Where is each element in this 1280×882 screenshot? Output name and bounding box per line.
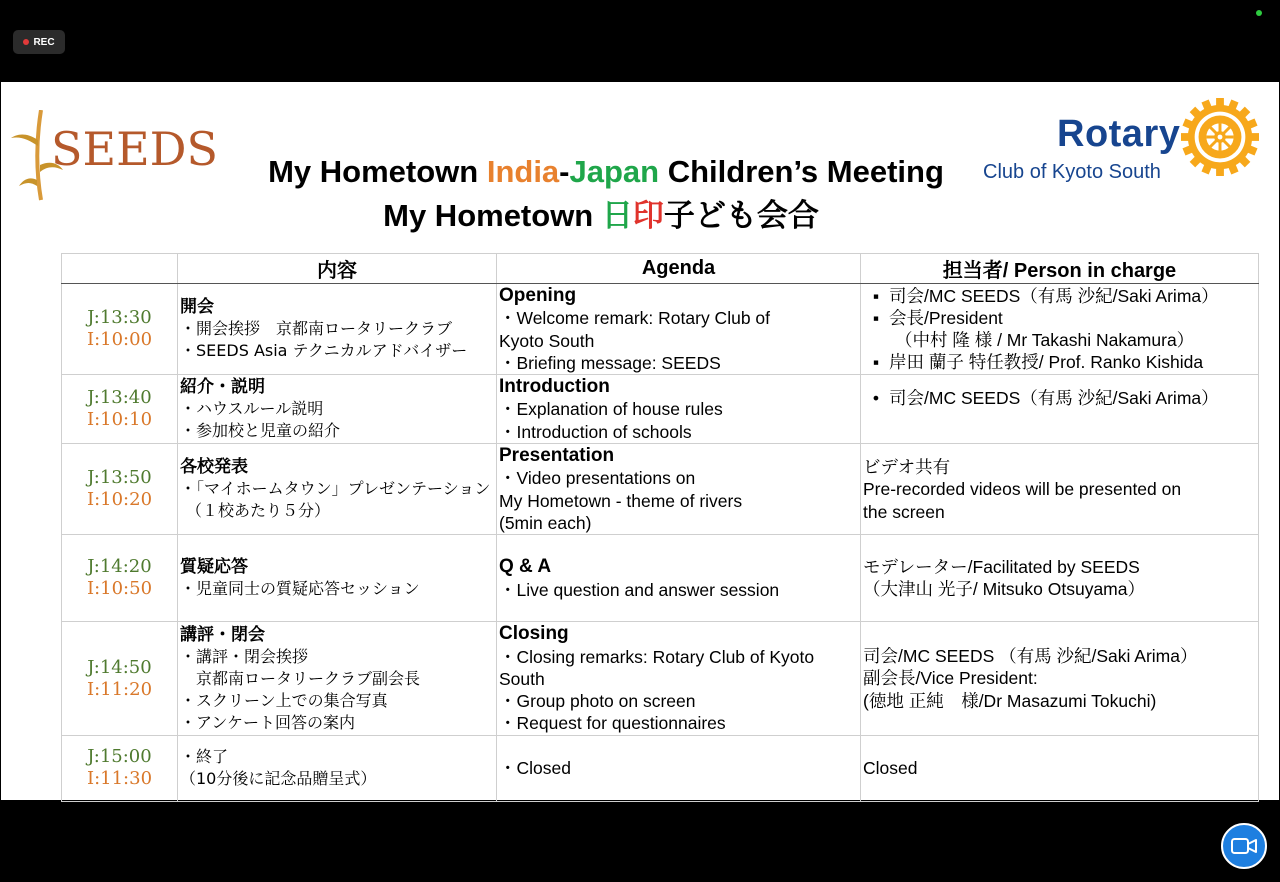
slide-subtitle: My Hometown 日印子ども会合 bbox=[383, 198, 819, 233]
person-cell: ▪ 司会/MC SEEDS（有馬 沙紀/Saki Arima） ▪ 会長/President （中村 隆 様 / Mr Takashi Nakamura） ▪ 岸田 蘭子 特任教授/ Prof. Ranko Kishida bbox=[861, 284, 1259, 375]
table-row bbox=[62, 444, 1259, 535]
agenda-cell: Presentation ・Video presentations on My Hometown - theme of rivers (5min each) bbox=[497, 444, 861, 535]
time-cell: J:13:50 I:10:20 bbox=[62, 444, 178, 535]
table-row bbox=[62, 284, 1259, 375]
header-content: 内容 bbox=[178, 254, 497, 284]
seeds-logo-text: SEEDS bbox=[51, 122, 219, 176]
person-cell: モデレーター/Facilitated by SEEDS （大津山 光子/ Mitsuko Otsuyama） bbox=[861, 535, 1259, 622]
header-agenda: Agenda bbox=[497, 254, 861, 284]
content-cell: 紹介・説明 ・ハウスルール説明 ・参加校と児童の紹介 bbox=[178, 375, 497, 444]
table-header-row bbox=[62, 254, 1259, 284]
agenda-table bbox=[61, 253, 1259, 802]
header-person: 担当者/ Person in charge bbox=[861, 254, 1259, 284]
table-row bbox=[62, 735, 1259, 801]
content-cell: 質疑応答 ・児童同士の質疑応答セッション bbox=[178, 535, 497, 622]
rotary-logo-name: Rotary bbox=[1057, 113, 1181, 155]
record-dot-icon bbox=[23, 39, 29, 45]
video-camera-button[interactable] bbox=[1221, 823, 1267, 869]
time-cell: J:15:00 I:11:30 bbox=[62, 735, 178, 801]
agenda-cell: Q & A ・Live question and answer session bbox=[497, 535, 861, 622]
status-dot-icon bbox=[1256, 10, 1262, 16]
agenda-cell: Introduction ・Explanation of house rules ・Introduction of schools bbox=[497, 375, 861, 444]
recording-indicator bbox=[13, 30, 65, 54]
time-cell: J:14:50 I:11:20 bbox=[62, 622, 178, 735]
agenda-cell: Opening ・Welcome remark: Rotary Club of Kyoto South ・Briefing message: SEEDS bbox=[497, 284, 861, 375]
time-cell: J:14:20 I:10:50 bbox=[62, 535, 178, 622]
rotary-logo-subtitle: Club of Kyoto South bbox=[983, 161, 1161, 183]
table-row bbox=[62, 375, 1259, 444]
table-row bbox=[62, 622, 1259, 735]
recording-label: REC bbox=[33, 36, 55, 48]
shared-slide bbox=[1, 82, 1279, 800]
slide-title: My Hometown India-Japan Children’s Meeting bbox=[268, 154, 944, 189]
content-cell: 講評・閉会 ・講評・閉会挨拶 京都南ロータリークラブ副会長 ・スクリーン上での集合写真 ・アンケート回答の案内 bbox=[178, 622, 497, 735]
video-camera-icon bbox=[1231, 837, 1257, 855]
person-cell: • 司会/MC SEEDS（有馬 沙紀/Saki Arima） bbox=[861, 375, 1259, 444]
person-cell: 司会/MC SEEDS （有馬 沙紀/Saki Arima） 副会長/Vice President: (徳地 正純 様/Dr Masazumi Tokuchi) bbox=[861, 622, 1259, 735]
table-row bbox=[62, 535, 1259, 622]
person-cell: Closed bbox=[861, 735, 1259, 801]
content-cell: 開会 ・開会挨拶 京都南ロータリークラブ ・SEEDS Asia テクニカルアドバイザー bbox=[178, 284, 497, 375]
content-cell: ・終了 （10分後に記念品贈呈式） bbox=[178, 735, 497, 801]
header-time bbox=[62, 254, 178, 284]
person-cell: ビデオ共有 Pre-recorded videos will be presented on the screen bbox=[861, 444, 1259, 535]
time-cell: J:13:30 I:10:00 bbox=[62, 284, 178, 375]
agenda-cell: Closing ・Closing remarks: Rotary Club of Kyoto South ・Group photo on screen ・Request for questionnaires bbox=[497, 622, 861, 735]
time-cell: J:13:40 I:10:10 bbox=[62, 375, 178, 444]
content-cell: 各校発表 ・「マイホームタウン」プレゼンテーション （１校あたり５分） bbox=[178, 444, 497, 535]
agenda-cell: ・Closed bbox=[497, 735, 861, 801]
